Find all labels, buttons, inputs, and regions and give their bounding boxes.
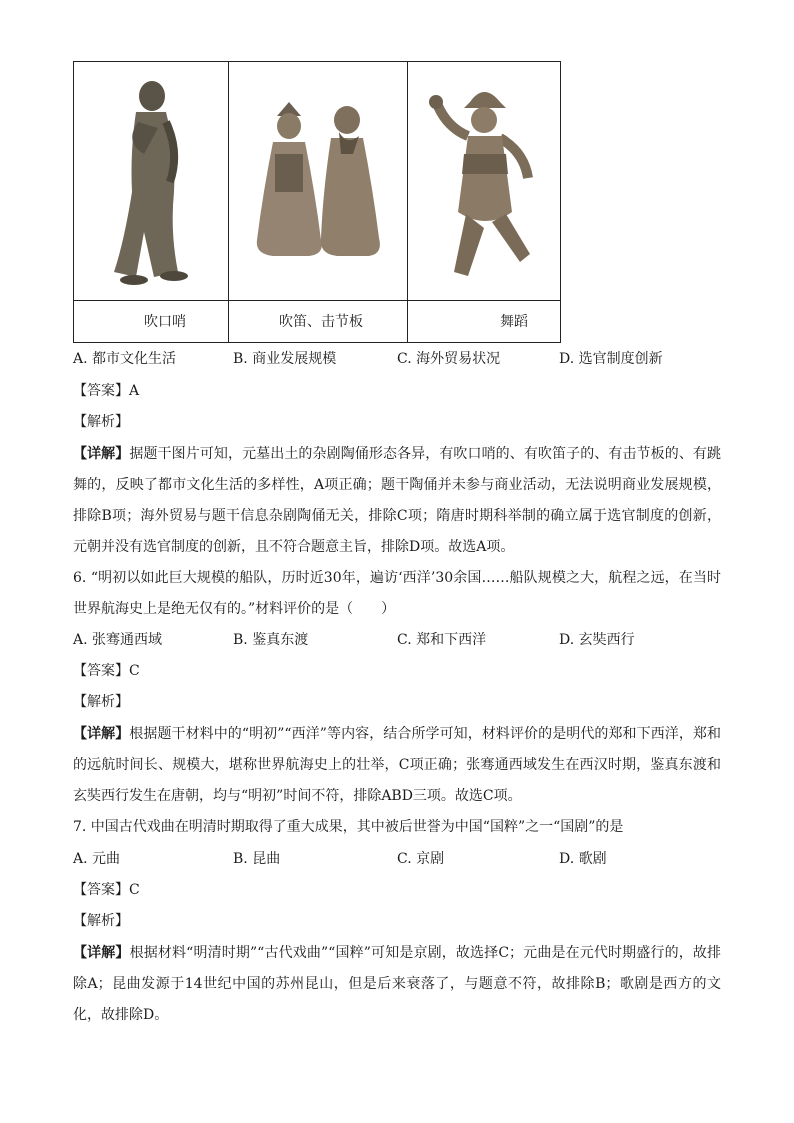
q6-stem: 6. “明初以如此巨大规模的船队，历时近30年，遍访‘西洋’30余国……船队规模之大，航程之远，在当时世界航海史上是绝无仅有的。”材料评价的是（ ） [73, 570, 721, 617]
q7-stem: 7. 中国古代戏曲在明清时期取得了重大成果，其中被后世誉为中国“国粹”之一“国剧”的是 [73, 819, 624, 835]
q5-option-b: B. 商业发展规模 [233, 351, 337, 367]
q7-option-d: D. 歌剧 [559, 851, 607, 867]
q6-option-d: D. 玄奘西行 [559, 632, 635, 648]
q7-option-c: C. 京剧 [397, 851, 445, 867]
q7-detail-text: 根据材料“明清时期”“古代戏曲”“国粹”可知是京剧，故选择C；元曲是在元代时期盛行的，故排除A；昆曲发源于14世纪中国的苏州昆山，但是后来衰落了，与题意不符，故排除B；歌剧是西方的文化，故排除D。 [73, 945, 722, 1023]
q6-analysis-label: 【解析】 [73, 694, 129, 710]
q5-option-c: C. 海外贸易状况 [397, 351, 501, 367]
q6-option-b: B. 鉴真东渡 [233, 632, 309, 648]
q7-answer: 【答案】C [73, 882, 140, 898]
q7-detail [73, 938, 721, 1031]
q6-answer: 【答案】C [73, 663, 140, 679]
q6-option-a: A. 张骞通西域 [73, 632, 163, 648]
q5-option-a: A. 都市文化生活 [73, 351, 177, 367]
q5-analysis-label: 【解析】 [73, 414, 129, 430]
caption-whistling: 吹口哨 [74, 300, 228, 344]
dancing-figurine-image [408, 62, 561, 300]
q6-detail-text: 根据题干材料中的“明初”“西洋”等内容，结合所学可知，材料评价的是明代的郑和下西洋，郑和的远航时间长、规模大，堪称世界航海史上的壮举，C项正确；张骞通西域发生在西汉时期，鉴真东渡和玄奘西行发生在唐朝，均与“明初”时间不符，排除ABD三项。故选C项。 [73, 726, 721, 804]
figure-table [73, 61, 561, 343]
flute-clapper-figurines-image [229, 62, 407, 300]
figure-cell-2 [228, 62, 407, 342]
q7-option-b: B. 昆曲 [233, 851, 281, 867]
q6-detail [73, 719, 721, 812]
q5-detail-tag: 【详解】 [73, 446, 130, 462]
q6-option-c: C. 郑和下西洋 [397, 632, 487, 648]
q7-analysis-label: 【解析】 [73, 913, 129, 929]
q5-answer: 【答案】A [73, 383, 140, 399]
figure-cell-1 [74, 62, 228, 342]
q7-detail-tag: 【详解】 [73, 945, 130, 961]
q5-option-d: D. 选官制度创新 [559, 351, 663, 367]
q5-detail [73, 439, 721, 563]
q7-option-a: A. 元曲 [73, 851, 121, 867]
caption-flute-clapper: 吹笛、击节板 [229, 300, 407, 344]
caption-dancing: 舞蹈 [408, 300, 561, 344]
whistling-figurine-image [74, 62, 228, 300]
figure-cell-3 [407, 62, 561, 342]
q5-detail-text: 据题干图片可知，元墓出土的杂剧陶俑形态各异，有吹口哨的、有吹笛子的、有击节板的、有跳舞的，反映了都市文化生活的多样性，A项正确；题干陶俑并未参与商业活动，无法说明商业发展规模，排除B项；海外贸易与题干信息杂剧陶俑无关，排除C项；隋唐时期科举制的确立属于选官制度的创新，元朝并没有选官制度的创新，且不符合题意主旨，排除D项。故选A项。 [73, 446, 722, 555]
q6-detail-tag: 【详解】 [73, 726, 130, 742]
